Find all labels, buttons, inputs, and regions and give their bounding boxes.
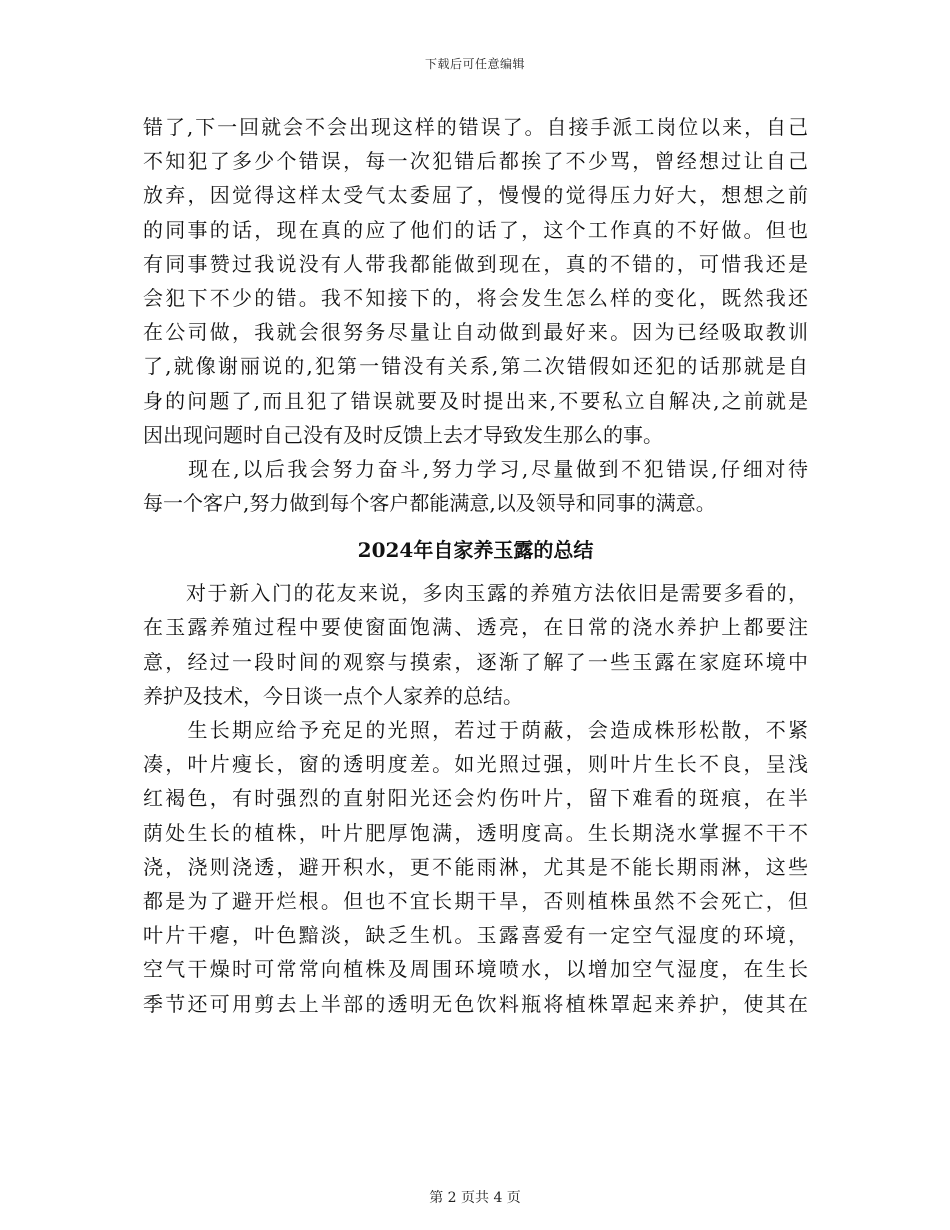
text-line: 会犯下不少的错。我不知接下的，将会发生怎么样的变化，既然我还 — [143, 285, 808, 310]
page-header: 下载后可任意编辑 — [424, 57, 525, 71]
text-line: 有同事赞过我说没有人带我都能做到现在，真的不错的，可惜我还是 — [143, 251, 808, 276]
text-line: 凑，叶片瘦长，窗的透明度差。如光照过强，则叶片生长不良，呈浅 — [143, 752, 808, 777]
text-line: 生长期应给予充足的光照，若过于荫蔽，会造成株形松散，不紧 — [143, 718, 808, 742]
text-line: 浇，浇则浇透，避开积水，更不能雨淋，尤其是不能长期雨淋，这些 — [143, 854, 808, 879]
text-line: 意，经过一段时间的观察与摸索，逐渐了解了一些玉露在家庭环境中 — [143, 649, 808, 674]
text-line: 养护及技术，今日谈一点个人家养的总结。 — [143, 683, 523, 708]
text-line: 身的问题了,而且犯了错误就要及时提出来,不要私立自解决,之前就是 — [143, 388, 808, 413]
text-line: 都是为了避开烂根。但也不宜长期干旱，否则植株虽然不会死亡，但 — [143, 888, 808, 913]
text-line: 了,就像谢丽说的,犯第一错没有关系,第二次错假如还犯的话那就是自 — [143, 354, 808, 379]
text-line: 错了,下一回就会不会出现这样的错误了。自接手派工岗位以来，自己 — [143, 115, 808, 139]
text-line: 叶片干瘪，叶色黯淡，缺乏生机。玉露喜爱有一定空气湿度的环境， — [143, 923, 808, 948]
text-line: 在公司做，我就会很努务尽量让自动做到最好来。因为已经吸取教训 — [143, 320, 808, 345]
text-line: 不知犯了多少个错误，每一次犯错后都挨了不少骂，曾经想过让自己 — [143, 149, 808, 174]
text-line: 每一个客户,努力做到每个客户都能满意,以及领导和同事的满意。 — [143, 491, 716, 516]
text-line: 对于新入门的花友来说，多肉玉露的养殖方法依旧是需要多看的， — [143, 581, 808, 606]
text-line: 的同事的话，现在真的应了他们的话了，这个工作真的不好做。但也 — [143, 217, 808, 242]
document-body — [143, 110, 808, 1021]
text-line: 在玉露养殖过程中要使窗面饱满、透亮，在日常的浇水养护上都要注 — [143, 615, 808, 640]
section-jade-dew-summary — [143, 576, 808, 1020]
text-line: 荫处生长的植株，叶片肥厚饱满，透明度高。生长期浇水掌握不干不 — [143, 820, 808, 845]
section-previous-text — [143, 110, 808, 520]
text-line: 空气干燥时可常常向植株及周围环境喷水，以增加空气湿度，在生长 — [143, 957, 808, 982]
text-line: 季节还可用剪去上半部的透明无色饮料瓶将植株罩起来养护，使其在 — [143, 991, 808, 1016]
section-title: 2024年自家养玉露的总结 — [357, 538, 594, 563]
text-line: 因出现问题时自己没有及时反馈上去才导致发生那么的事。 — [143, 422, 663, 447]
text-line: 红褐色，有时强烈的直射阳光还会灼伤叶片，留下难看的斑痕，在半 — [143, 786, 808, 811]
text-line: 放弃，因觉得这样太受气太委屈了，慢慢的觉得压力好大，想想之前 — [143, 183, 808, 208]
page-footer: 第 2 页共 4 页 — [429, 1190, 521, 1206]
text-line: 现在,以后我会努力奋斗,努力学习,尽量做到不犯错误,仔细对待 — [143, 456, 808, 481]
